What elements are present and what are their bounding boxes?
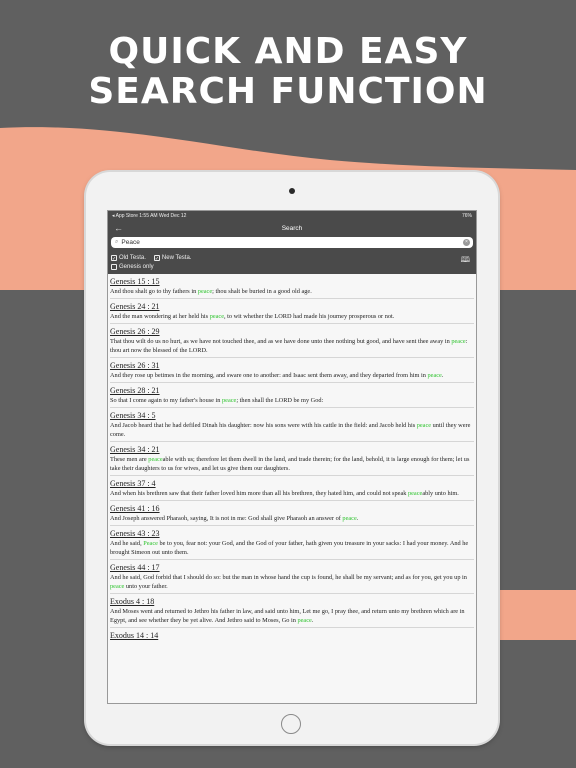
verse-text: These men are peaceable with us; therefore let them dwell in the land, and trade therein; for the land, behold, it is large enough for them; let us take their daughters to us for wives, and let us give them our daughters. — [110, 456, 470, 472]
old-testament-checkbox[interactable]: ✓ — [112, 255, 117, 262]
nav-bar — [108, 221, 476, 235]
camera-icon — [289, 188, 295, 194]
verse-text: That thou wilt do us no hurt, as we have not touched thee, and as we have done unto thee nothing but good, and have sent thee away in peace: thou art now the blessed of the LORD. — [110, 338, 468, 354]
tablet-frame — [86, 172, 498, 744]
search-input[interactable] — [111, 237, 473, 248]
verse-text: And Joseph answered Pharaoh, saying, It is not in me: God shall give Pharaoh an answer of peace. — [110, 515, 359, 522]
verse-reference[interactable]: Genesis 34 : 5 — [110, 411, 156, 420]
list-item[interactable] — [110, 408, 474, 442]
old-testament-label: Old Testa. — [119, 254, 146, 261]
verse-text: And Moses went and returned to Jethro his father in law, and said unto him, Let me go, I pray thee, and return unto my brethren which are in Egypt, and see whether they be yet alive. And Jethro said to Moses, Go in peace. — [110, 608, 465, 624]
headline-line-2: SEARCH FUNCTION — [88, 71, 488, 112]
search-value: Peace — [121, 239, 140, 246]
search-icon: ⌕ — [115, 239, 119, 245]
verse-reference[interactable]: Genesis 24 : 21 — [110, 302, 160, 311]
verse-text: And when his brethren saw that their father loved him more than all his brethren, they hated him, and could not speak peaceably unto him. — [110, 490, 459, 497]
verse-text: And thou shalt go to thy fathers in peace; thou shalt be buried in a good old age. — [110, 288, 312, 295]
clear-icon[interactable]: × — [463, 239, 470, 246]
app-screen — [107, 210, 477, 704]
home-button[interactable] — [281, 714, 301, 734]
status-bar — [108, 211, 476, 221]
verse-text: And Jacob heard that he had defiled Dinah his daughter: now his sons were with his cattle in the field: and Jacob held his peace until they were come. — [110, 422, 471, 438]
verse-reference[interactable]: Genesis 26 : 29 — [110, 327, 160, 336]
list-item[interactable] — [110, 274, 474, 299]
verse-reference[interactable]: Exodus 4 : 18 — [110, 597, 155, 606]
search-bar — [108, 235, 476, 251]
verse-reference[interactable]: Genesis 28 : 21 — [110, 386, 160, 395]
verse-reference[interactable]: Exodus 14 : 14 — [110, 631, 159, 640]
verse-text: And he said, Peace be to you, fear not: your God, and the God of your father, hath given you treasure in your sacks: I had your money. And he brought Simeon out unto them. — [110, 540, 469, 556]
new-testament-checkbox[interactable]: ✓ — [154, 255, 160, 262]
headline-line-1: QUICK AND EASY — [108, 31, 468, 72]
book-icon[interactable]: 🕮 — [460, 255, 470, 264]
genesis-only-label: Genesis only — [119, 263, 154, 270]
list-item[interactable] — [110, 501, 474, 526]
list-item[interactable] — [110, 560, 474, 594]
genesis-only-checkbox[interactable] — [111, 264, 117, 270]
results-list — [108, 274, 476, 643]
status-left: ◂ App Store 1:55 AM Wed Dec 12 — [112, 213, 187, 219]
list-item[interactable] — [110, 476, 474, 501]
verse-reference[interactable]: Genesis 44 : 17 — [110, 563, 160, 572]
verse-reference[interactable]: Genesis 15 : 15 — [110, 277, 160, 286]
verse-text: And he said, God forbid that I should do so: but the man in whose hand the cup is found, he shall be my servant; and as for you, get you up in peace unto your father. — [110, 574, 467, 590]
new-testament-label: New Testa. — [161, 254, 192, 261]
verse-reference[interactable]: Genesis 34 : 21 — [110, 445, 160, 454]
list-item[interactable] — [110, 299, 474, 324]
verse-text: And the man wondering at her held his peace, to wit whether the LORD had made his journey prosperous or not. — [110, 313, 395, 320]
verse-text: And they rose up betimes in the morning, and sware one to another: and Isaac sent them away, and they departed from him in peace. — [110, 372, 444, 379]
list-item[interactable] — [110, 628, 474, 643]
battery-status: 76% — [461, 213, 472, 219]
verse-reference[interactable]: Genesis 37 : 4 — [110, 479, 156, 488]
list-item[interactable] — [110, 526, 474, 560]
page-title: Search — [281, 224, 303, 232]
verse-reference[interactable]: Genesis 43 : 23 — [110, 529, 160, 538]
filter-bar — [108, 251, 476, 274]
back-arrow-icon[interactable]: ← — [114, 223, 123, 233]
list-item[interactable] — [110, 383, 474, 408]
verse-text: So that I come again to my father's house in peace; then shall the LORD be my God: — [110, 397, 324, 404]
list-item[interactable] — [110, 324, 474, 358]
verse-reference[interactable]: Genesis 26 : 31 — [110, 361, 160, 370]
list-item[interactable] — [110, 358, 474, 383]
list-item[interactable] — [110, 594, 474, 628]
list-item[interactable] — [110, 442, 474, 476]
verse-reference[interactable]: Genesis 41 : 16 — [110, 504, 160, 513]
